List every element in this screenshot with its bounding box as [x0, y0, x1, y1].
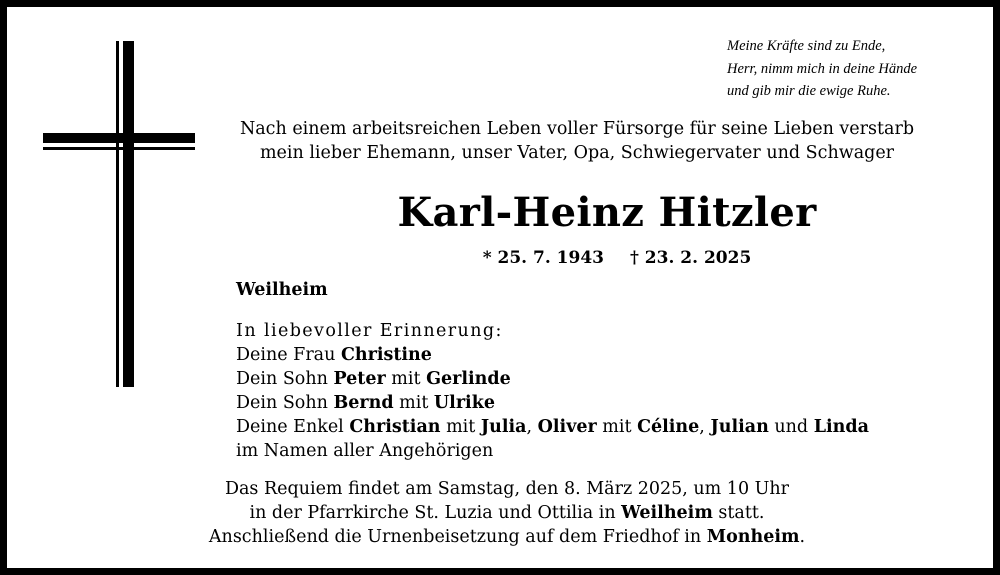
grandchild-name: Céline	[637, 417, 700, 437]
cemetery-town: Monheim	[706, 527, 800, 547]
church-town: Weilheim	[621, 503, 713, 523]
partner-name: Gerlinde	[426, 369, 511, 389]
grandchild-name: Linda	[813, 417, 869, 437]
grandchild-name: Oliver	[537, 417, 597, 437]
mourners-heading: In liebevoller Erinnerung:	[236, 321, 503, 341]
intro-line-1: Nach einem arbeitsreichen Leben voller Fürsorge für seine Lieben verstarb	[239, 119, 915, 139]
motto-line: Meine Kräfte sind zu Ende,	[727, 38, 886, 54]
partner-name: Ulrike	[433, 393, 495, 413]
mourners-closing: im Namen aller Angehörigen	[236, 441, 494, 461]
mourners-list	[236, 319, 976, 463]
grandchild-name: Julia	[480, 417, 527, 437]
funeral-line-3: Anschließend die Urnenbeisetzung auf dem Friedhof in Monheim.	[208, 527, 806, 547]
mourner-line-son: Dein Sohn Peter mit Gerlinde	[236, 369, 511, 389]
wife-name: Christine	[340, 345, 432, 365]
intro-line-2: mein lieber Ehemann, unser Vater, Opa, Schwiegervater und Schwager	[259, 143, 895, 163]
funeral-line-1: Das Requiem findet am Samstag, den 8. März 2025, um 10 Uhr	[224, 479, 790, 499]
birth-date: * 25. 7. 1943	[482, 248, 604, 268]
grandchild-name: Julian	[710, 417, 769, 437]
death-date: † 23. 2. 2025	[630, 248, 752, 268]
motto-line: Herr, nimm mich in deine Hände	[727, 60, 918, 77]
intro-text	[187, 117, 967, 165]
mourner-line-wife: Deine Frau Christine	[236, 345, 432, 365]
residence-place: Weilheim	[236, 280, 328, 300]
deceased-name: Karl-Heinz Hitzler	[397, 189, 817, 236]
son-name: Peter	[333, 369, 386, 389]
motto-line: und gib mir die ewige Ruhe.	[727, 83, 891, 99]
son-name: Bernd	[333, 393, 394, 413]
funeral-line-2: in der Pfarrkirche St. Luzia und Ottilia in Weilheim statt.	[249, 503, 765, 523]
motto-verse	[727, 35, 987, 103]
cross-icon	[43, 41, 195, 387]
mourner-line-son: Dein Sohn Bernd mit Ulrike	[236, 393, 495, 413]
funeral-details	[107, 477, 907, 549]
mourner-line-grandchildren: Deine Enkel Christian mit Julia, Oliver mit Céline, Julian und Linda	[236, 417, 869, 437]
life-dates	[407, 246, 827, 270]
grandchild-name: Christian	[349, 417, 441, 437]
